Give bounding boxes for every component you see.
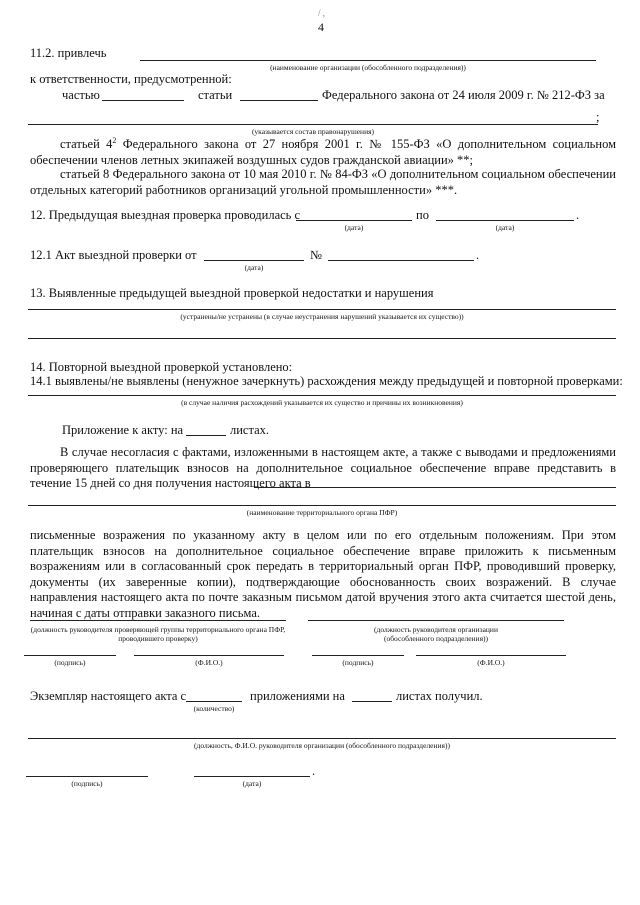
violation-field[interactable] [28,124,598,125]
receiver-role-caption: (должность, Ф.И.О. руководителя организации (обособленного подразделения)) [194,741,450,750]
receiver-signature-field[interactable] [26,776,148,777]
part-label: частью [62,88,100,102]
start-date-caption: (дата) [344,223,364,232]
section-12-label: 12. Предыдущая выездная проверка проводилась с [30,208,301,222]
section-12-1-label: 12.1 Акт выездной проверки от [30,248,197,262]
receipt-quantity-caption: (количество) [193,704,235,713]
receipt-attachments-label: приложениями на [250,689,345,703]
inspector-fio-field[interactable] [134,655,284,656]
receipt-date-field[interactable] [194,776,310,777]
receipt-pages-field[interactable] [352,701,392,702]
act-date-field[interactable] [204,260,304,261]
receipt-end: . [312,764,316,778]
receipt-pages-label: листах получил. [396,689,483,703]
law-212-text: Федерального закона от 24 июля 2009 г. № 212-ФЗ за [322,88,605,102]
inspector-signature-caption: (подпись) [54,658,86,667]
section-14-field[interactable] [28,395,616,396]
violation-caption: (указывается состав правонарушения) [251,127,375,136]
org-head-signature-caption: (подпись) [342,658,374,667]
attachment-pages-label: листах. [230,423,270,437]
org-head-signature-field[interactable] [312,655,404,656]
act-date-caption: (дата) [244,263,264,272]
org-head-role-field[interactable] [308,620,564,621]
section-13-field[interactable] [28,309,616,310]
violation-semicolon: ; [596,110,600,124]
objection-paragraph: письменные возражения по указанному акту в целом или по его отдельным положениям. При этом плательщик взносов на дополнительное социальное обеспечение вправе приложить к письменным возражениям или в согласованный срок передать в территориальный орган ПФР, проводивший проверку, документы (их заверенные копии), подтверждающие обоснованность своих возражений. В случае направления настоящего акта по почте заказным письмом датой вручения этого акта считается шестой день, начиная с даты отправки заказного письма. [30,528,616,620]
section-13-field-2[interactable] [28,338,616,339]
inspector-fio-caption: (Ф.И.О.) [195,658,223,667]
previous-check-start-date-field[interactable] [296,220,412,221]
inspector-role-field[interactable] [30,620,286,621]
to-label: по [416,208,429,222]
receipt-quantity-field[interactable] [186,701,242,702]
end-date-caption: (дата) [495,223,515,232]
pfr-body-field-2[interactable] [28,505,616,506]
article-8-paragraph: статьей 8 Федерального закона от 10 мая 2010 г. № 84-ФЗ «О дополнительном социальном обеспечении отдельных категорий работников организаций угольной промышленности» ***. [30,167,616,197]
attachment-pages-field[interactable] [186,435,226,436]
inspector-signature-field[interactable] [24,655,116,656]
organization-name-caption: (наименование организации (обособленного подразделения)) [270,63,466,72]
section-12-end: . [576,208,580,222]
receipt-text: Экземпляр настоящего акта с [30,689,187,703]
part-field[interactable] [102,100,184,101]
organization-name-field[interactable] [140,60,596,61]
previous-check-end-date-field[interactable] [436,220,574,221]
section-12-1-end: . [476,248,480,262]
pfr-body-caption: (наименование территориального органа ПФР) [246,508,398,517]
org-head-role-caption: (должность руководителя организации (обособленного подразделения)) [374,625,498,643]
attachment-text: Приложение к акту: на [62,423,184,437]
receipt-date-caption: (дата) [242,779,262,788]
pfr-body-field[interactable] [254,487,616,488]
act-number-field[interactable] [328,260,474,261]
section-14-1-text: 14.1 выявлены/не выявлены (ненужное зачеркнуть) расхождения между предыдущей и повторной проверками: [30,374,623,388]
receiver-role-field[interactable] [28,738,616,739]
article-field[interactable] [240,100,318,101]
page-number: 4 [318,20,324,34]
section-13-label: 13. Выявленные предыдущей выездной проверкой недостатки и нарушения [30,286,434,300]
article-label: статьи [198,88,233,102]
article-4-paragraph: статьей $4^2$ Федерального закона от 27 ноября 2001 г. № 155-ФЗ «О дополнительном социальном обеспечении членов летных экипажей воздушных судов гражданской авиации» **; [30,135,616,167]
section-14-label: 14. Повторной выездной проверкой установлено: [30,360,293,374]
responsibility-text: к ответственности, предусмотренной: [30,72,232,86]
page-mark: / , [318,8,326,18]
inspector-role-caption: (должность руководителя проверяющей группы территориального органа ПФР, проводившего проверку) [30,625,286,643]
org-head-fio-caption: (Ф.И.О.) [477,658,505,667]
disagreement-paragraph: В случае несогласия с фактами, изложенными в настоящем акте, а также с выводами и предложениями проверяющего плательщик взносов на дополнительное социальное обеспечение вправе представить в течение 15 дней со дня получения настоящего акта в [30,445,616,491]
act-number-sign: № [310,248,322,262]
org-head-fio-field[interactable] [416,655,566,656]
section-14-caption: (в случае наличия расхождений указывается их существо и причины их возникновения) [181,398,463,407]
receiver-signature-caption: (подпись) [71,779,103,788]
section-11-2-label: 11.2. привлечь [30,46,107,60]
section-13-caption: (устранены/не устранены (в случае неустранения нарушений указывается их существо)) [180,312,464,321]
